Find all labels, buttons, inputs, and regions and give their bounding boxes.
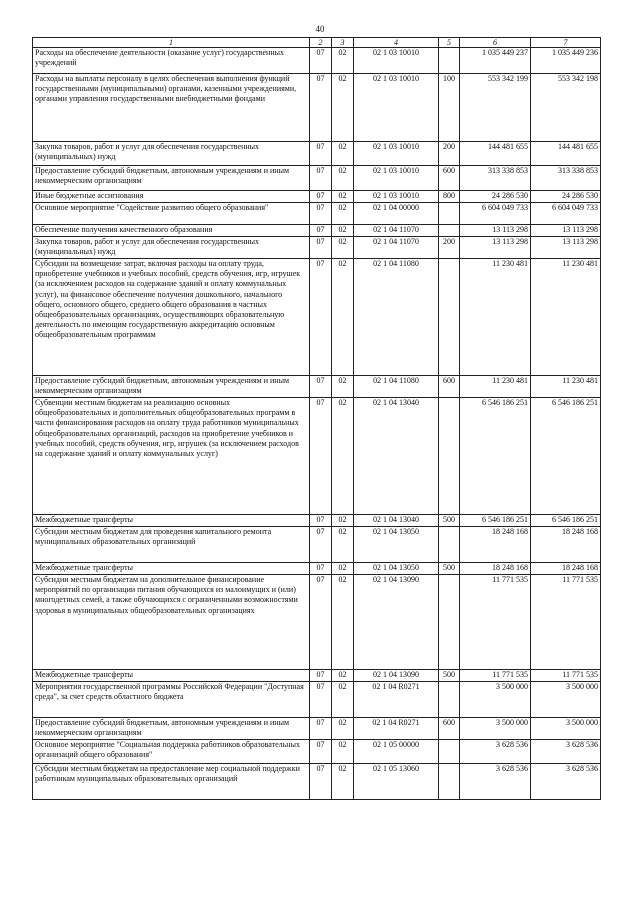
row-amount-b: 6 546 186 251 bbox=[531, 398, 601, 515]
row-amount-b: 11 230 481 bbox=[531, 376, 601, 398]
row-section: 07 bbox=[310, 259, 332, 376]
row-amount-b: 3 500 000 bbox=[531, 718, 601, 740]
row-section: 07 bbox=[310, 225, 332, 237]
row-subsection: 02 bbox=[332, 225, 354, 237]
row-amount-a: 6 546 186 251 bbox=[460, 515, 531, 527]
table-row bbox=[33, 376, 601, 398]
row-amount-b: 3 500 000 bbox=[531, 682, 601, 718]
table-row bbox=[33, 74, 601, 142]
row-section: 07 bbox=[310, 670, 332, 682]
row-target-code: 02 1 04 11080 bbox=[354, 376, 439, 398]
table-row bbox=[33, 203, 601, 225]
page-number: 40 bbox=[315, 24, 325, 34]
row-subsection: 02 bbox=[332, 398, 354, 515]
row-expense-type bbox=[439, 764, 460, 800]
row-section: 07 bbox=[310, 237, 332, 259]
row-amount-b: 1 035 449 236 bbox=[531, 48, 601, 74]
row-name: Основное мероприятие "Социальная поддержка работников образовательных организаций общего образования" bbox=[33, 740, 310, 764]
row-amount-b: 13 113 298 bbox=[531, 225, 601, 237]
row-target-code: 02 1 04 11080 bbox=[354, 259, 439, 376]
row-subsection: 02 bbox=[332, 166, 354, 191]
column-header-4: 4 bbox=[354, 38, 439, 48]
row-name: Закупка товаров, работ и услуг для обеспечения государственных (муниципальных) нужд bbox=[33, 142, 310, 166]
row-amount-b: 6 546 186 251 bbox=[531, 515, 601, 527]
row-expense-type bbox=[439, 259, 460, 376]
row-expense-type bbox=[439, 225, 460, 237]
row-section: 07 bbox=[310, 166, 332, 191]
row-target-code: 02 1 04 13040 bbox=[354, 398, 439, 515]
row-expense-type: 600 bbox=[439, 166, 460, 191]
table-row bbox=[33, 259, 601, 376]
table-row bbox=[33, 682, 601, 718]
row-section: 07 bbox=[310, 398, 332, 515]
row-name: Субсидии местным бюджетам для проведения капитального ремонта муниципальных образовательных организаций bbox=[33, 527, 310, 563]
table-row bbox=[33, 670, 601, 682]
table-row bbox=[33, 237, 601, 259]
row-name: Субсидии местным бюджетам на предоставление мер социальной поддержки работникам муниципальных образовательных организаций bbox=[33, 764, 310, 800]
table-row bbox=[33, 563, 601, 575]
row-section: 07 bbox=[310, 764, 332, 800]
table-row bbox=[33, 764, 601, 800]
row-expense-type bbox=[439, 575, 460, 670]
table-row bbox=[33, 575, 601, 670]
row-target-code: 02 1 04 R0271 bbox=[354, 682, 439, 718]
row-target-code: 02 1 03 10010 bbox=[354, 142, 439, 166]
row-section: 07 bbox=[310, 527, 332, 563]
row-amount-a: 313 338 853 bbox=[460, 166, 531, 191]
row-section: 07 bbox=[310, 682, 332, 718]
row-amount-b: 11 771 535 bbox=[531, 575, 601, 670]
row-name: Мероприятия государственной программы Российской Федерации "Доступная среда", за счет средств областного бюджета bbox=[33, 682, 310, 718]
row-subsection: 02 bbox=[332, 682, 354, 718]
row-amount-a: 3 500 000 bbox=[460, 682, 531, 718]
row-section: 07 bbox=[310, 563, 332, 575]
row-name: Межбюджетные трансферты bbox=[33, 563, 310, 575]
row-expense-type: 500 bbox=[439, 670, 460, 682]
row-amount-b: 24 286 530 bbox=[531, 191, 601, 203]
row-target-code: 02 1 04 13050 bbox=[354, 563, 439, 575]
row-amount-b: 313 338 853 bbox=[531, 166, 601, 191]
table-row bbox=[33, 191, 601, 203]
column-header-2: 2 bbox=[310, 38, 332, 48]
table-row bbox=[33, 718, 601, 740]
row-target-code: 02 1 04 13040 bbox=[354, 515, 439, 527]
row-subsection: 02 bbox=[332, 740, 354, 764]
row-amount-b: 6 604 049 733 bbox=[531, 203, 601, 225]
row-expense-type: 500 bbox=[439, 563, 460, 575]
row-section: 07 bbox=[310, 74, 332, 142]
row-name: Предоставление субсидий бюджетным, автономным учреждениям и иным некоммерческим организациям bbox=[33, 718, 310, 740]
row-subsection: 02 bbox=[332, 575, 354, 670]
row-amount-a: 6 604 049 733 bbox=[460, 203, 531, 225]
row-amount-b: 13 113 298 bbox=[531, 237, 601, 259]
row-amount-a: 3 628 536 bbox=[460, 740, 531, 764]
row-target-code: 02 1 04 11070 bbox=[354, 225, 439, 237]
row-expense-type: 600 bbox=[439, 376, 460, 398]
row-name: Субсидии на возмещение затрат, включая расходы на оплату труда, приобретение учебников и учебных пособий, средств обучения, игр, игрушек (за исключением расходов на содержание зданий и оплату коммунальных услуг), на финансовое обеспечение получения дошкольного, начального общего, основного общего, среднего общего образования в частных общеобразовательных организациях, осуществляющих образовательную деятельность по имеющим государственную аккредитацию основным общеобразовательным программам bbox=[33, 259, 310, 376]
row-name: Предоставление субсидий бюджетным, автономным учреждениям и иным некоммерческим организациям bbox=[33, 376, 310, 398]
row-amount-b: 144 481 655 bbox=[531, 142, 601, 166]
row-name: Обеспечение получения качественного образования bbox=[33, 225, 310, 237]
row-amount-a: 11 771 535 bbox=[460, 575, 531, 670]
row-subsection: 02 bbox=[332, 237, 354, 259]
row-section: 07 bbox=[310, 376, 332, 398]
row-amount-a: 11 230 481 bbox=[460, 376, 531, 398]
table-row bbox=[33, 527, 601, 563]
row-amount-a: 18 248 168 bbox=[460, 563, 531, 575]
row-subsection: 02 bbox=[332, 376, 354, 398]
column-header-7: 7 bbox=[531, 38, 601, 48]
row-expense-type: 600 bbox=[439, 718, 460, 740]
table-row bbox=[33, 515, 601, 527]
row-subsection: 02 bbox=[332, 48, 354, 74]
row-expense-type bbox=[439, 203, 460, 225]
row-subsection: 02 bbox=[332, 259, 354, 376]
row-target-code: 02 1 03 10010 bbox=[354, 166, 439, 191]
table-row bbox=[33, 166, 601, 191]
row-amount-a: 24 286 530 bbox=[460, 191, 531, 203]
row-target-code: 02 1 04 13090 bbox=[354, 670, 439, 682]
row-target-code: 02 1 03 10010 bbox=[354, 48, 439, 74]
row-amount-b: 11 230 481 bbox=[531, 259, 601, 376]
row-expense-type: 800 bbox=[439, 191, 460, 203]
row-amount-b: 3 628 536 bbox=[531, 740, 601, 764]
row-expense-type: 200 bbox=[439, 237, 460, 259]
row-expense-type bbox=[439, 682, 460, 718]
row-expense-type bbox=[439, 48, 460, 74]
row-section: 07 bbox=[310, 142, 332, 166]
row-amount-b: 18 248 168 bbox=[531, 527, 601, 563]
row-expense-type bbox=[439, 740, 460, 764]
row-expense-type bbox=[439, 527, 460, 563]
row-section: 07 bbox=[310, 48, 332, 74]
row-amount-a: 6 546 186 251 bbox=[460, 398, 531, 515]
row-amount-a: 3 500 000 bbox=[460, 718, 531, 740]
row-name: Иные бюджетные ассигнования bbox=[33, 191, 310, 203]
row-target-code: 02 1 04 R0271 bbox=[354, 718, 439, 740]
row-subsection: 02 bbox=[332, 191, 354, 203]
row-amount-b: 11 771 535 bbox=[531, 670, 601, 682]
row-name: Предоставление субсидий бюджетным, автономным учреждениям и иным некоммерческим организациям bbox=[33, 166, 310, 191]
row-target-code: 02 1 04 11070 bbox=[354, 237, 439, 259]
row-amount-a: 11 230 481 bbox=[460, 259, 531, 376]
row-name: Расходы на выплаты персоналу в целях обеспечения выполнения функций государственными (муниципальными) органами, казенными учреждениями, органами управления государственными внебюджетными фондами bbox=[33, 74, 310, 142]
table-row bbox=[33, 225, 601, 237]
row-name: Межбюджетные трансферты bbox=[33, 670, 310, 682]
row-section: 07 bbox=[310, 718, 332, 740]
row-target-code: 02 1 04 13050 bbox=[354, 527, 439, 563]
row-subsection: 02 bbox=[332, 527, 354, 563]
row-subsection: 02 bbox=[332, 670, 354, 682]
row-amount-a: 13 113 298 bbox=[460, 237, 531, 259]
row-amount-a: 1 035 449 237 bbox=[460, 48, 531, 74]
row-name: Субсидии местным бюджетам на дополнительное финансирование мероприятий по организации питания обучающихся из малоимущих и (или) многодетных семей, а также обучающихся с ограниченными возможностями здоровья в муниципальных общеобразовательных организациях bbox=[33, 575, 310, 670]
row-expense-type: 200 bbox=[439, 142, 460, 166]
row-subsection: 02 bbox=[332, 563, 354, 575]
table-row bbox=[33, 740, 601, 764]
column-header-1: 1 bbox=[33, 38, 310, 48]
row-amount-a: 144 481 655 bbox=[460, 142, 531, 166]
table-row bbox=[33, 48, 601, 74]
row-section: 07 bbox=[310, 191, 332, 203]
row-section: 07 bbox=[310, 575, 332, 670]
row-section: 07 bbox=[310, 740, 332, 764]
row-target-code: 02 1 04 13090 bbox=[354, 575, 439, 670]
row-expense-type: 500 bbox=[439, 515, 460, 527]
column-header-3: 3 bbox=[332, 38, 354, 48]
row-subsection: 02 bbox=[332, 764, 354, 800]
row-target-code: 02 1 05 13060 bbox=[354, 764, 439, 800]
header-row bbox=[33, 38, 601, 48]
budget-table bbox=[32, 37, 601, 800]
row-amount-a: 553 342 199 bbox=[460, 74, 531, 142]
row-name: Закупка товаров, работ и услуг для обеспечения государственных (муниципальных) нужд bbox=[33, 237, 310, 259]
row-name: Расходы на обеспечение деятельности (оказание услуг) государственных учреждений bbox=[33, 48, 310, 74]
row-name: Субвенции местным бюджетам на реализацию основных общеобразовательных и дополнительных общеобразовательных программ в части финансирования расходов на оплату труда работников муниципальных общеобразовательных организаций, расходов на приобретение учебников и учебных пособий, средств обучения, игр, игрушек (за исключением расходов на содержание зданий и оплату коммунальных услуг) bbox=[33, 398, 310, 515]
row-amount-b: 18 248 168 bbox=[531, 563, 601, 575]
row-amount-a: 11 771 535 bbox=[460, 670, 531, 682]
row-subsection: 02 bbox=[332, 203, 354, 225]
row-amount-a: 18 248 168 bbox=[460, 527, 531, 563]
row-subsection: 02 bbox=[332, 74, 354, 142]
row-amount-a: 13 113 298 bbox=[460, 225, 531, 237]
row-expense-type bbox=[439, 398, 460, 515]
row-name: Межбюджетные трансферты bbox=[33, 515, 310, 527]
column-header-5: 5 bbox=[439, 38, 460, 48]
table-row bbox=[33, 398, 601, 515]
row-amount-b: 553 342 198 bbox=[531, 74, 601, 142]
row-target-code: 02 1 03 10010 bbox=[354, 191, 439, 203]
row-name: Основное мероприятие "Содействие развитию общего образования" bbox=[33, 203, 310, 225]
row-section: 07 bbox=[310, 203, 332, 225]
row-target-code: 02 1 04 00000 bbox=[354, 203, 439, 225]
row-subsection: 02 bbox=[332, 142, 354, 166]
column-header-6: 6 bbox=[460, 38, 531, 48]
row-amount-b: 3 628 536 bbox=[531, 764, 601, 800]
row-subsection: 02 bbox=[332, 515, 354, 527]
row-section: 07 bbox=[310, 515, 332, 527]
row-target-code: 02 1 05 00000 bbox=[354, 740, 439, 764]
row-subsection: 02 bbox=[332, 718, 354, 740]
row-amount-a: 3 628 536 bbox=[460, 764, 531, 800]
table-row bbox=[33, 142, 601, 166]
row-target-code: 02 1 03 10010 bbox=[354, 74, 439, 142]
row-expense-type: 100 bbox=[439, 74, 460, 142]
